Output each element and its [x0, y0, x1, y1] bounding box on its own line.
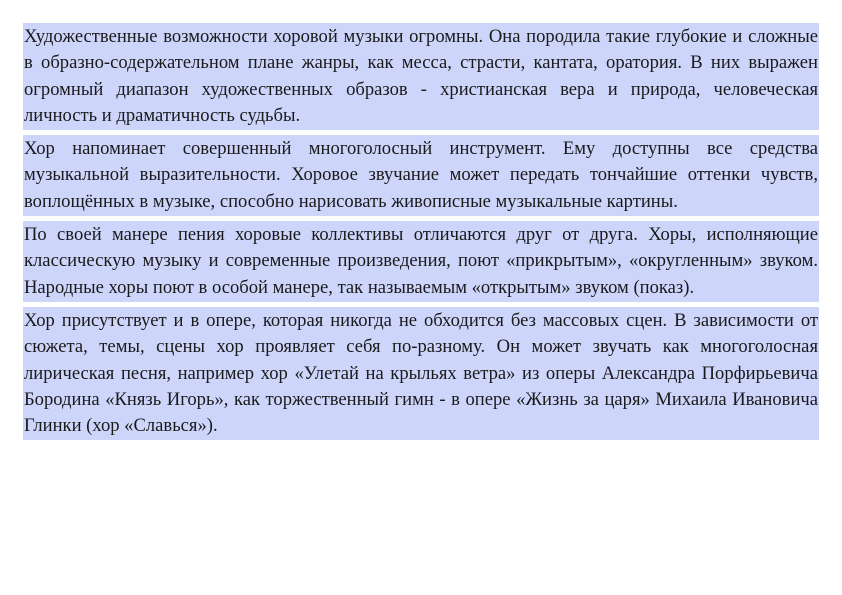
paragraph-choir-instrument: Хор напоминает совершенный многоголосный инструмент. Ему доступны все средства музыкальной выразительности. Хоровое звучание может передать тончайшие оттенки чувств, воплощённых в музыке, способно нарисовать живописные музыкальные картины. [23, 135, 819, 216]
paragraph-choir-in-opera: Хор присутствует и в опере, которая никогда не обходится без массовых сцен. В зависимости от сюжета, темы, сцены хор проявляет себя по-разному. Он может звучать как многоголосная лирическая песня, например хор «Улетай на крыльях ветра» из оперы Александра Порфирьевича Бородина «Князь Игорь», как торжественный гимн - в опере «Жизнь за царя» Михаила Ивановича Глинки (хор «Славься»). [23, 307, 819, 440]
paragraph-singing-manner: По своей манере пения хоровые коллективы отличаются друг от друга. Хоры, исполняющие классическую музыку и современные произведения, поют «прикрытым», «округленным» звуком. Народные хоры поют в особой манере, так называемым «открытым» звуком (показ). [23, 221, 819, 302]
paragraph-artistic-possibilities: Художественные возможности хоровой музыки огромны. Она породила такие глубокие и сложные в образно-содержательном плане жанры, как месса, страсти, кантата, оратория. В них выражен огромный диапазон художественных образов - христианская вера и природа, человеческая личность и драматичность судьбы. [23, 23, 819, 130]
text-block [23, 23, 819, 445]
